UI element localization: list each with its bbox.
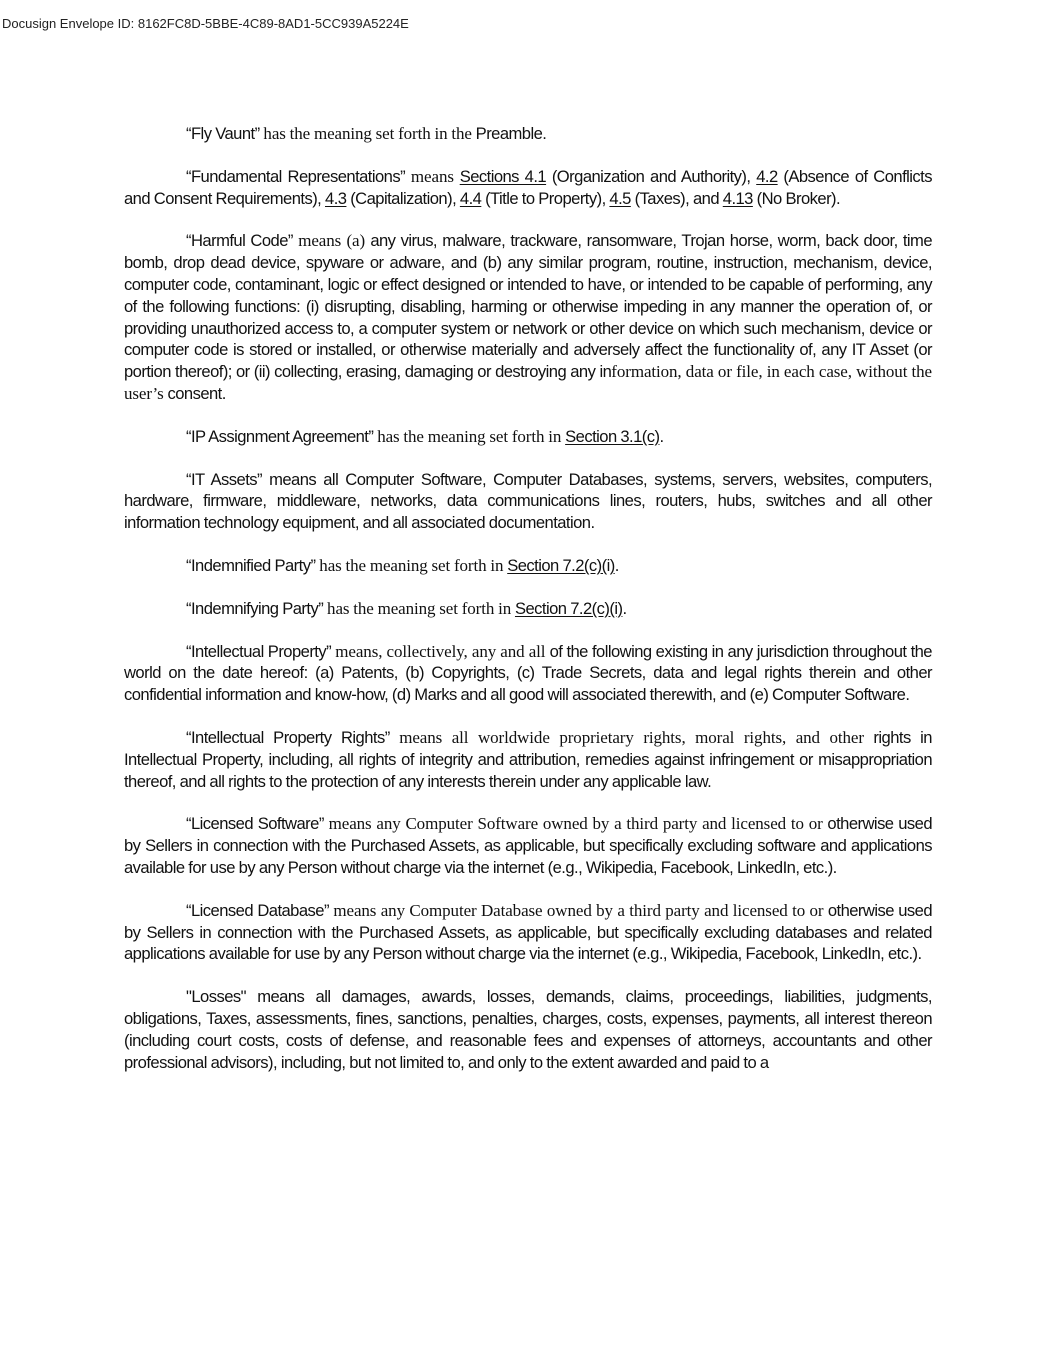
definition-it-assets: [124, 469, 932, 534]
defined-term: “Harmful Code”: [186, 231, 293, 251]
definition-text: has the meaning set forth in the: [259, 124, 476, 143]
definition-text: formation, data or file, in each case, without the user’s: [124, 362, 932, 403]
definition-text: otherwise used by Sellers in connection with the Purchased Assets, as applicable, but specifically excluding software and applications available for use by any Person without charge via the internet (e.g., Wikipedia, Facebook, LinkedIn, etc.).: [124, 814, 933, 877]
definition-text: means all worldwide proprietary rights, moral rights, and other: [389, 727, 864, 747]
definition-text: (Title to Property),: [481, 188, 610, 208]
definition-text: means all Computer Software, Computer Databases, systems, servers, websites, computers, hardware, firmware, middleware, networks, data communications lines, routers, hubs, switches and all other information technology equipment, and all associated documentation.: [124, 469, 932, 533]
section-reference-link[interactable]: Sections 4.1: [459, 166, 547, 186]
definition-text: Preamble.: [475, 124, 547, 143]
definition-text: (No Broker).: [752, 188, 841, 208]
definition-text: of the following existing in any jurisdiction throughout the world on the date hereof: (a) Patents, (b) Copyrights, (c) Trade Secrets, data and legal rights therein and other confidential information and know-how, (d) Marks and all good will associated therewith, and (e) Computer Software.: [124, 641, 932, 705]
defined-term: “IP Assignment Agreement”: [186, 426, 374, 446]
definition-text: any virus, malware, trackware, ransomware, Trojan horse, worm, back door, time bomb, drop dead device, spyware or adware, and (b) any similar program, routine, instruction, mechanism, device, computer code, contaminant, logic or effect designed or intended to have, or intended to be capable of performing, any of the following functions: (i) disrupting, disabling, harming or otherwise impeding in any manner the operation of, or providing unauthorized access to, a computer system or network or other device on which such mechanism, device or computer code is stored or installed, or otherwise materially and adversely affect the functionality of, any IT Asset (or portion thereof); or (ii) collecting, erasing, damaging or destroying any in: [124, 231, 933, 382]
definition-text: means any Computer Database owned by a third party and licensed to or: [328, 900, 824, 920]
docusign-envelope-id: Docusign Envelope ID: 8162FC8D-5BBE-4C89-8AD1-5CC939A5224E: [2, 16, 409, 31]
document-page: [124, 123, 932, 1094]
section-reference-link[interactable]: 4.13: [722, 188, 753, 208]
definition-harmful-code: [124, 230, 932, 404]
section-reference-link[interactable]: 4.3: [325, 188, 347, 208]
definition-text: otherwise used by Sellers in connection with the Purchased Assets, as applicable, but specifically excluding databases and related applications available for use by any Person without charge via the internet (e.g., Wikipedia, Facebook, LinkedIn, etc.).: [124, 900, 933, 964]
defined-term: “Licensed Database”: [186, 900, 329, 920]
defined-term: “Licensed Software”: [186, 814, 324, 834]
section-reference-link[interactable]: 4.4: [459, 188, 482, 208]
section-reference-link[interactable]: Section 7.2(c)(i): [514, 598, 623, 618]
definition-text: (Absence of Conflicts and Consent Requirements),: [124, 166, 932, 208]
definition-text: (Capitalization),: [346, 188, 460, 208]
defined-term: “Fly Vaunt”: [186, 124, 260, 143]
definition-text: consent.: [163, 383, 226, 403]
definition-text: (Taxes), and: [630, 188, 723, 208]
definition-fundamental-representations: [124, 166, 932, 210]
section-reference-link[interactable]: Section 7.2(c)(i): [507, 555, 615, 575]
definition-text: has the meaning set forth in: [315, 555, 508, 575]
definition-text: means all damages, awards, losses, demands, claims, proceedings, liabilities, judgments, obligations, Taxes, assessments, fines, sanctions, penalties, charges, costs, expenses, payments, all interest thereon (including court costs, costs of defense, and reasonable fees and expenses of attorneys, accountants and other professional advisors), including, but not limited to, and only to the extent awarded and paid to a: [124, 987, 932, 1072]
section-reference-link[interactable]: Section 3.1(c): [565, 426, 660, 446]
defined-term: "Losses": [186, 987, 246, 1007]
section-reference-link[interactable]: 4.2: [756, 166, 778, 186]
definition-indemnifying-party: [124, 598, 932, 620]
definition-text: means any Computer Software owned by a third party and licensed to or: [323, 814, 823, 834]
defined-term: “Intellectual Property”: [186, 641, 332, 661]
definition-intellectual-property: [124, 641, 932, 706]
definition-text: has the meaning set forth in: [373, 426, 566, 446]
definition-text: .: [622, 598, 627, 618]
definition-intellectual-property-rights: [124, 727, 932, 792]
definition-ip-assignment-agreement: [124, 426, 932, 448]
definition-fly-vaunt: [124, 123, 932, 145]
defined-term: “IT Assets”: [186, 469, 262, 489]
section-reference-link[interactable]: 4.5: [609, 188, 631, 208]
definition-losses: [124, 986, 932, 1073]
definition-licensed-software: [124, 813, 932, 878]
definition-text: rights in Intellectual Property, including, all rights of integrity and attribution, remedies against infringement or misappropriation thereof, and all rights to the protection of any interests therein under any applicable law.: [124, 727, 932, 791]
definition-licensed-database: [124, 900, 932, 965]
definition-text: means (a): [292, 231, 371, 251]
defined-term: “Indemnified Party”: [186, 555, 316, 575]
definition-text: means, collectively, any and all: [331, 641, 550, 661]
definition-text: has the meaning set forth in: [323, 598, 515, 618]
definition-text: (Organization and Authority),: [546, 166, 757, 186]
definition-text: .: [659, 426, 664, 446]
defined-term: “Indemnifying Party”: [186, 598, 324, 618]
defined-term: “Fundamental Representations”: [186, 166, 406, 186]
definition-text: means: [405, 166, 460, 186]
definition-indemnified-party: [124, 555, 932, 577]
defined-term: “Intellectual Property Rights”: [186, 727, 390, 747]
definition-text: .: [614, 555, 619, 575]
